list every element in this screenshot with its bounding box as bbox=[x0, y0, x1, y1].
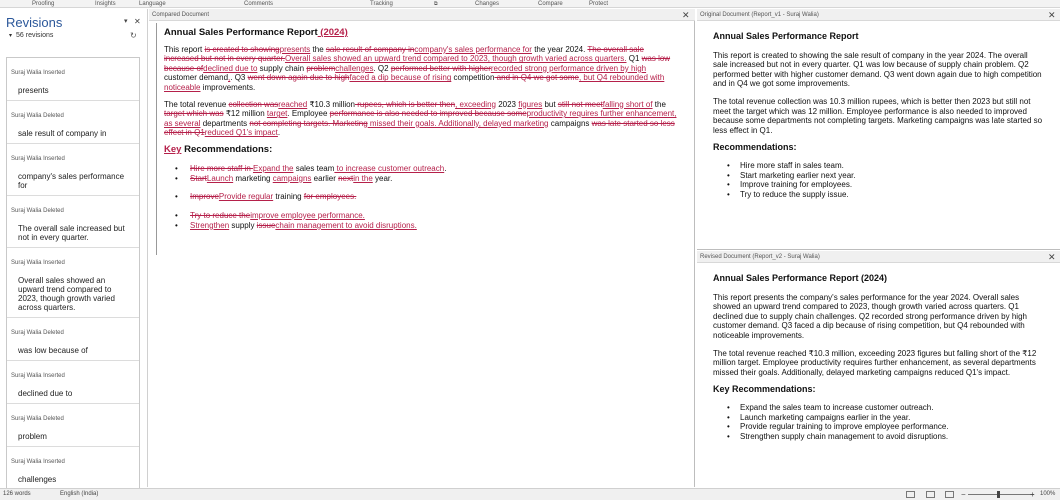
deleted-text: next bbox=[338, 173, 354, 183]
unchanged-text: customer demand bbox=[164, 73, 229, 83]
status-bar bbox=[0, 488, 1060, 500]
unchanged-text: The total revenue bbox=[164, 99, 229, 109]
refresh-icon[interactable]: ↻ bbox=[130, 31, 137, 40]
deleted-text: problem bbox=[306, 63, 336, 73]
deleted-text: Try to bbox=[190, 210, 213, 220]
deleted-text: was late started so less effect in Q1 bbox=[164, 118, 675, 138]
revision-text: was low because of bbox=[18, 346, 88, 355]
zoom-level[interactable]: 100% bbox=[1040, 491, 1056, 497]
revisions-pane bbox=[0, 9, 148, 487]
inserted-text: , but Q4 rebounded with noticeable bbox=[164, 73, 665, 92]
unchanged-text: improvements. bbox=[200, 82, 256, 92]
ribbon-group-labels bbox=[0, 0, 1060, 8]
heading-insertion: Key bbox=[164, 143, 182, 155]
list-item: • Start marketing earlier next year. bbox=[727, 171, 1043, 181]
print-layout-icon[interactable] bbox=[926, 491, 935, 498]
unchanged-text: year. bbox=[372, 173, 393, 183]
inserted-text: Launch bbox=[206, 173, 234, 183]
deleted-text: The overall sale increased but not in every quarter. bbox=[164, 44, 644, 64]
deleted-text: collection was bbox=[228, 99, 279, 109]
revision-margin-bar bbox=[156, 23, 157, 255]
title-insertion: (2024) bbox=[317, 27, 348, 38]
divider bbox=[7, 195, 139, 196]
revision-author-action: Suraj Walia Inserted bbox=[11, 373, 65, 379]
unchanged-text: campaigns bbox=[548, 118, 592, 128]
inserted-text: challenges bbox=[335, 63, 374, 73]
inserted-text: to increase customer outreach bbox=[334, 163, 445, 173]
unchanged-text: training bbox=[273, 192, 304, 202]
unchanged-text: sales team bbox=[293, 163, 335, 173]
revision-text: The overall sale increased but not in every quarter. bbox=[18, 224, 125, 242]
inserted-text: reached bbox=[278, 99, 308, 109]
unchanged-text: ₹12 million bbox=[223, 109, 267, 119]
inserted-text: improve employee performance. bbox=[250, 210, 365, 220]
divider bbox=[7, 317, 139, 318]
revisions-pane-title: Revisions bbox=[6, 15, 63, 30]
list-item: • Provide regular training to improve employee performance. bbox=[727, 422, 1043, 432]
divider bbox=[7, 100, 139, 101]
list-item: • Strengthen supply chain management to avoid disruptions. bbox=[727, 432, 1043, 442]
inserted-text: reduced Q1's impact bbox=[204, 128, 278, 138]
list-item: • Improve training for employees. bbox=[727, 180, 1043, 190]
inserted-text: Expand the bbox=[252, 163, 294, 173]
recommendations-list bbox=[175, 164, 679, 231]
divider bbox=[7, 360, 139, 361]
read-mode-icon[interactable] bbox=[906, 491, 915, 498]
close-icon[interactable]: ✕ bbox=[682, 10, 690, 20]
paragraph-1 bbox=[164, 45, 679, 93]
ribbon-group-comments: Comments bbox=[244, 1, 274, 7]
revisions-count-label: 56 revisions bbox=[16, 32, 54, 39]
divider bbox=[7, 446, 139, 447]
recommendations-list bbox=[727, 403, 1043, 441]
inserted-text: productivity requires further enhancement, as several bbox=[164, 109, 677, 128]
unchanged-text: departments bbox=[200, 118, 250, 128]
deleted-text: still not meet bbox=[557, 99, 603, 109]
revision-author-action: Suraj Walia Deleted bbox=[11, 113, 64, 119]
unchanged-text: . Q2 bbox=[373, 63, 391, 73]
divider bbox=[7, 403, 139, 404]
deleted-text: is created to showing bbox=[204, 44, 280, 54]
list-item bbox=[175, 174, 679, 184]
recommendations-heading bbox=[164, 145, 679, 155]
paragraph-2: The total revenue collection was 10.3 million rupees, which is better then 2023 but still not meet the target which was 12 million. Employee performance is also needed to improved because some departments not completing targets. Marketing campaigns was late started so less effect in Q1. bbox=[713, 96, 1043, 135]
inserted-text: faced a dip because of rising bbox=[349, 73, 452, 83]
close-icon[interactable]: ✕ bbox=[134, 17, 141, 26]
word-count[interactable]: 126 words bbox=[3, 491, 31, 497]
deleted-text: for employees. bbox=[303, 192, 357, 202]
revision-text: declined due to bbox=[18, 389, 73, 398]
deleted-text: was low because of bbox=[164, 54, 671, 73]
deleted-text: went down again due to high bbox=[247, 73, 350, 83]
original-document-header: Original Document (Report_v1 - Suraj Walia) bbox=[697, 9, 1060, 21]
inserted-text: , exceeding bbox=[455, 99, 496, 109]
paragraph-1: This report is created to showing the sale result of company in the year 2024. The overall sale increased but not in every quarter. Q1 was low because of supply chain problem. Q2 performed better with higher customer demand. Q3 went down again due to high competition and in Q4 we got some improvements. bbox=[713, 50, 1042, 89]
ribbon-group-compare: Compare bbox=[538, 1, 563, 7]
close-icon[interactable]: ✕ bbox=[1048, 252, 1056, 262]
chevron-down-icon[interactable]: ▾ bbox=[124, 18, 128, 25]
unchanged-text: but bbox=[542, 99, 558, 109]
heading-text: Recommendations: bbox=[181, 143, 273, 155]
unchanged-text: Q1 bbox=[626, 54, 642, 64]
revision-text: presents bbox=[18, 86, 49, 95]
paragraph-2: The total revenue reached ₹10.3 million, exceeding 2023 figures but falling short of the ₹12 million target. Employee productivity requires further enhancement, as several departments missed their goals. Additionally, delayed marketing campaigns reduced Q1's impact. bbox=[713, 348, 1037, 377]
revision-author-action: Suraj Walia Inserted bbox=[11, 70, 65, 76]
unchanged-text: . Employee bbox=[287, 109, 330, 119]
ribbon-group-proofing: Proofing bbox=[32, 1, 55, 7]
language-indicator[interactable]: English (India) bbox=[60, 491, 99, 497]
unchanged-text: . bbox=[444, 163, 447, 173]
unchanged-text: the bbox=[652, 99, 666, 109]
dialog-launcher-icon[interactable]: ⧉ bbox=[434, 1, 438, 7]
inserted-text: presents bbox=[279, 44, 311, 54]
list-item: • Launch marketing campaigns earlier in the year. bbox=[727, 413, 1043, 423]
revision-author-action: Suraj Walia Deleted bbox=[11, 330, 64, 336]
document-title bbox=[164, 28, 679, 38]
unchanged-text: the year 2024. bbox=[531, 44, 588, 54]
unchanged-text: . bbox=[277, 128, 281, 138]
title-text: Annual Sales Performance Report bbox=[164, 27, 318, 38]
paragraph-1: This report presents the company's sales performance for the year 2024. Overall sales showed an upward trend compared to 2023, though growth varied across quarters. Q1 declined due to supply chain challenges. Q2 recorded strong performance driven by high customer demand. Q3 faced a dip because of rising competition, but Q4 rebounded with noticeable improvements. bbox=[713, 292, 1027, 340]
revision-text: Overall sales showed an upward trend compared to 2023, though growth varied across quarters. bbox=[18, 276, 115, 312]
zoom-out-button[interactable]: − bbox=[961, 490, 966, 499]
unchanged-text: This report bbox=[164, 44, 205, 54]
revision-author-action: Suraj Walia Inserted bbox=[11, 260, 65, 266]
deleted-text: reduce the bbox=[212, 210, 251, 220]
ribbon-group-language: Language bbox=[139, 1, 166, 7]
inserted-text: falling short of bbox=[602, 99, 653, 109]
inserted-text: campaigns bbox=[272, 173, 312, 183]
revised-document-body[interactable] bbox=[713, 274, 1043, 441]
revisions-list bbox=[6, 57, 140, 491]
unchanged-text: earlier bbox=[311, 173, 339, 183]
list-item bbox=[175, 211, 679, 221]
revision-author-action: Suraj Walia Deleted bbox=[11, 208, 64, 214]
compared-document-pane bbox=[149, 9, 695, 487]
revision-text: company's sales performance for bbox=[18, 172, 125, 190]
recommendations-heading: Key Recommendations: bbox=[713, 384, 816, 395]
deleted-text: performance is also needed to improved because some bbox=[329, 109, 527, 119]
inserted-text: figures bbox=[518, 99, 543, 109]
unchanged-text: marketing bbox=[233, 173, 273, 183]
document-title: Annual Sales Performance Report bbox=[713, 31, 859, 41]
unchanged-text: competition bbox=[451, 73, 495, 83]
compared-document-body[interactable] bbox=[164, 28, 679, 231]
divider bbox=[7, 143, 139, 144]
compared-document-header: Compared Document bbox=[149, 9, 695, 21]
original-document-body[interactable] bbox=[713, 32, 1043, 199]
revisions-count[interactable] bbox=[9, 32, 53, 39]
deleted-text: and in Q4 we got some bbox=[494, 73, 579, 83]
list-item: • Expand the sales team to increase customer outreach. bbox=[727, 403, 1043, 413]
deleted-text: Hire more staff in bbox=[190, 163, 253, 173]
deleted-text: rupees, which is better then bbox=[355, 99, 456, 109]
unchanged-text: the bbox=[310, 44, 326, 54]
unchanged-text: ₹10.3 million bbox=[307, 99, 355, 109]
inserted-text: chain management to avoid disruptions. bbox=[275, 220, 417, 230]
revision-text: sale result of company in bbox=[18, 129, 107, 138]
unchanged-text: 2023 bbox=[495, 99, 519, 109]
inserted-text: declined due to bbox=[203, 63, 258, 73]
list-item: • Hire more staff in sales team. bbox=[727, 161, 1043, 171]
web-layout-icon[interactable] bbox=[945, 491, 954, 498]
inserted-text: company's sales performance for bbox=[414, 44, 532, 54]
zoom-slider-thumb[interactable] bbox=[997, 491, 1000, 498]
ribbon-group-changes: Changes bbox=[475, 1, 500, 7]
list-item bbox=[175, 192, 679, 202]
deleted-text: issue bbox=[256, 220, 276, 230]
revision-text: problem bbox=[18, 432, 47, 441]
paragraph-2 bbox=[164, 100, 679, 138]
deleted-text: target which was bbox=[164, 109, 224, 119]
deleted-text: Improve bbox=[190, 192, 219, 202]
list-item: • Try to reduce the supply issue. bbox=[727, 190, 1043, 200]
revision-author-action: Suraj Walia Inserted bbox=[11, 156, 65, 162]
divider bbox=[7, 247, 139, 248]
deleted-text: performed better with higher bbox=[390, 63, 491, 73]
inserted-text: in the bbox=[353, 173, 373, 183]
revision-text: challenges bbox=[18, 475, 57, 484]
ribbon-group-insights: Insights bbox=[95, 1, 116, 7]
inserted-text: Strengthen bbox=[190, 220, 230, 230]
inserted-text: , bbox=[228, 73, 231, 83]
recommendations-list bbox=[727, 161, 1043, 199]
ribbon-group-tracking: Tracking bbox=[370, 1, 393, 7]
inserted-text: Provide regular bbox=[218, 192, 274, 202]
inserted-text: Overall sales showed an upward trend compared to 2023, though growth varied across quarters. bbox=[284, 54, 627, 64]
inserted-text: target bbox=[266, 109, 288, 119]
list-item bbox=[175, 221, 679, 231]
revised-document-pane bbox=[697, 251, 1060, 487]
unchanged-text: supply bbox=[229, 220, 257, 230]
unchanged-text: . Q3 bbox=[230, 73, 248, 83]
document-title: Annual Sales Performance Report (2024) bbox=[713, 273, 888, 283]
revised-document-header: Revised Document (Report_v2 - Suraj Walia) bbox=[697, 251, 1060, 263]
recommendations-heading: Recommendations: bbox=[713, 142, 797, 153]
revision-author-action: Suraj Walia Deleted bbox=[11, 416, 64, 422]
close-icon[interactable]: ✕ bbox=[1048, 10, 1056, 20]
zoom-in-button[interactable]: + bbox=[1030, 490, 1035, 499]
inserted-text: recorded strong performance driven by high bbox=[490, 63, 647, 73]
deleted-text: not completing targets. Marketing bbox=[249, 118, 368, 128]
unchanged-text: supply chain bbox=[257, 63, 307, 73]
deleted-text: Start bbox=[190, 173, 207, 183]
original-document-pane bbox=[697, 9, 1060, 250]
inserted-text: missed their goals. Additionally, delayed marketing bbox=[367, 118, 549, 128]
deleted-text: sale result of company in bbox=[325, 44, 415, 54]
zoom-slider[interactable] bbox=[968, 494, 1034, 495]
ribbon-group-protect: Protect bbox=[589, 1, 609, 7]
revision-author-action: Suraj Walia Inserted bbox=[11, 459, 65, 465]
list-item bbox=[175, 164, 679, 174]
chevron-down-icon[interactable]: ▾ bbox=[9, 33, 13, 39]
